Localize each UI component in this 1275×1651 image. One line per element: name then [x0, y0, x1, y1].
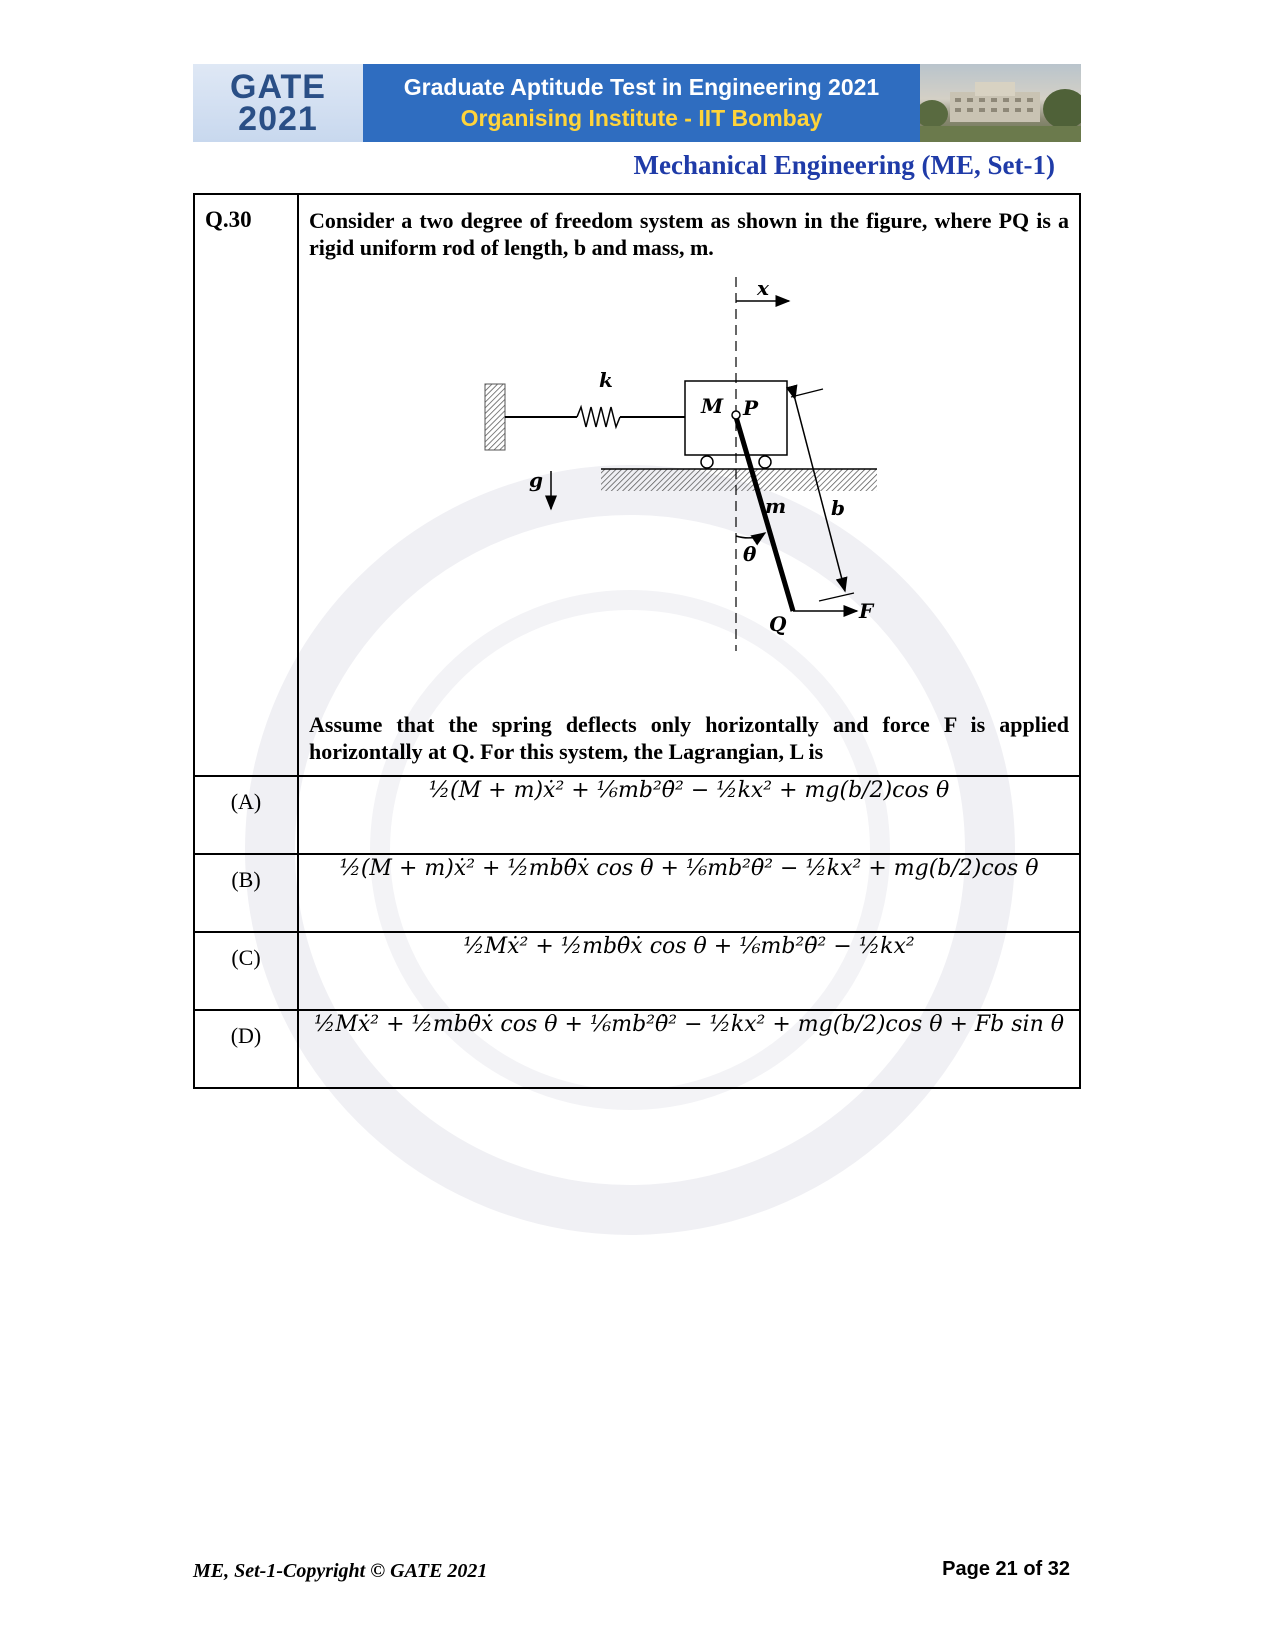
two-dof-system-diagram	[309, 261, 1069, 711]
question-stem	[298, 194, 1080, 776]
option-c-label: (C)	[194, 932, 298, 1010]
option-a-expression: ½(M + m)ẋ² + ⅙mb²θ̇² − ½kx² + mg(b/2)cos θ	[298, 776, 1080, 854]
label-theta: θ	[743, 542, 757, 566]
option-a-label: (A)	[194, 776, 298, 854]
question-table	[193, 193, 1081, 1089]
wheel-right	[759, 456, 771, 468]
mechanism-figure	[309, 261, 1069, 711]
label-f: F	[859, 599, 874, 623]
label-q: Q	[769, 612, 787, 636]
option-c-expression: ½Mẋ² + ½mbθ̇ẋ cos θ + ⅙mb²θ̇² − ½kx²	[298, 932, 1080, 1010]
label-m-rod: m	[765, 494, 787, 518]
spring	[577, 407, 620, 427]
theta-arc	[736, 533, 765, 538]
label-g: g	[529, 468, 543, 492]
option-d-expression: ½Mẋ² + ½mbθ̇ẋ cos θ + ⅙mb²θ̇² − ½kx² + mg(b/2)cos θ + Fb sin θ	[298, 1010, 1080, 1088]
label-m-block: M	[701, 394, 724, 418]
option-d-label: (D)	[194, 1010, 298, 1088]
option-b-label: (B)	[194, 854, 298, 932]
campus-photo	[920, 64, 1081, 142]
pivot-p	[732, 411, 740, 419]
footer-page-number: Page 21 of 32	[942, 1558, 1070, 1580]
logo-text-year: 2021	[238, 100, 318, 138]
label-k: k	[599, 368, 613, 392]
label-b: b	[831, 496, 845, 520]
question-stem-part2: Assume that the spring deflects only horizontally and force F is applied horizontally at Q. For this system, the Lagrangian, L is	[309, 712, 1069, 764]
label-x: x	[757, 276, 769, 300]
footer-copyright: ME, Set-1-Copyright © GATE 2021	[193, 1560, 488, 1582]
logo-text-gate: GATE	[230, 68, 326, 106]
wheel-left	[701, 456, 713, 468]
gate-logo	[193, 64, 363, 142]
banner-subtitle: Organising Institute - IIT Bombay	[460, 105, 823, 131]
question-stem-part1: Consider a two degree of freedom system as shown in the figure, where PQ is a rigid uniform rod of length, b and mass, m.	[309, 208, 1069, 260]
length-b-dimension	[795, 399, 845, 591]
header-banner	[193, 64, 1081, 142]
wall-support	[485, 384, 505, 450]
banner-title-box	[363, 64, 920, 142]
question-number: Q.30	[194, 194, 298, 776]
subject-title: Mechanical Engineering (ME, Set-1)	[633, 150, 1055, 180]
label-p: P	[743, 396, 759, 420]
ground	[601, 469, 877, 491]
option-b-expression: ½(M + m)ẋ² + ½mbθ̇ẋ cos θ + ⅙mb²θ̇² − ½kx² + mg(b/2)cos θ	[298, 854, 1080, 932]
banner-title: Graduate Aptitude Test in Engineering 2021	[403, 74, 880, 100]
